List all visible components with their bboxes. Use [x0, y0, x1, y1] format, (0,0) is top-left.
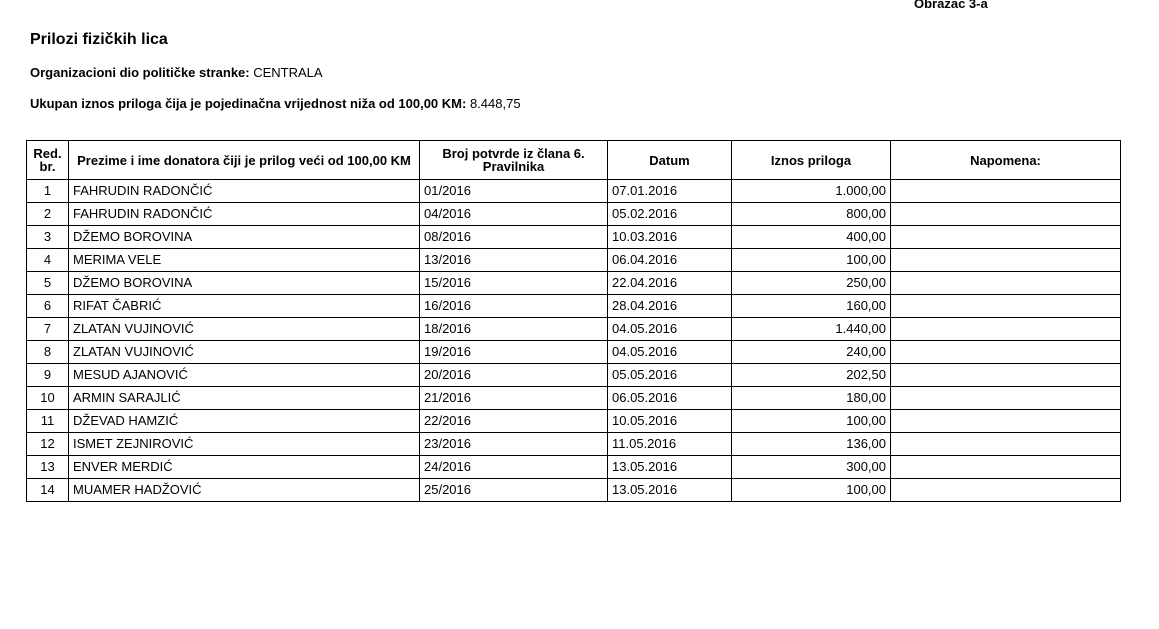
cell-confirmation-number: 01/2016: [420, 180, 608, 203]
cell-note: [891, 364, 1121, 387]
cell-donor-name: ZLATAN VUJINOVIĆ: [69, 318, 420, 341]
cell-date: 05.05.2016: [608, 364, 732, 387]
cell-date: 04.05.2016: [608, 318, 732, 341]
column-header-donor-name: Prezime i ime donatora čiji je prilog veći od 100,00 KM: [69, 141, 420, 180]
cell-confirmation-number: 19/2016: [420, 341, 608, 364]
cell-note: [891, 341, 1121, 364]
table-row: [27, 433, 1121, 456]
cell-note: [891, 226, 1121, 249]
table-row: [27, 410, 1121, 433]
cell-confirmation-number: 24/2016: [420, 456, 608, 479]
cell-donor-name: ISMET ZEJNIROVIĆ: [69, 433, 420, 456]
table-row: [27, 249, 1121, 272]
cell-number: 12: [27, 433, 69, 456]
cell-amount: 160,00: [732, 295, 891, 318]
cell-donor-name: RIFAT ČABRIĆ: [69, 295, 420, 318]
cell-number: 3: [27, 226, 69, 249]
cell-donor-name: MUAMER HADŽOVIĆ: [69, 479, 420, 502]
cell-amount: 100,00: [732, 410, 891, 433]
cell-amount: 1.000,00: [732, 180, 891, 203]
cell-confirmation-number: 13/2016: [420, 249, 608, 272]
table-header-row: [27, 141, 1121, 180]
table-row: [27, 387, 1121, 410]
cell-note: [891, 318, 1121, 341]
cell-confirmation-number: 22/2016: [420, 410, 608, 433]
cell-note: [891, 410, 1121, 433]
cell-number: 1: [27, 180, 69, 203]
cell-date: 05.02.2016: [608, 203, 732, 226]
cell-number: 13: [27, 456, 69, 479]
cell-number: 4: [27, 249, 69, 272]
cell-date: 06.05.2016: [608, 387, 732, 410]
cell-donor-name: MERIMA VELE: [69, 249, 420, 272]
column-header-date: Datum: [608, 141, 732, 180]
cell-note: [891, 479, 1121, 502]
table-row: [27, 479, 1121, 502]
cell-confirmation-number: 18/2016: [420, 318, 608, 341]
table-row: [27, 318, 1121, 341]
cell-date: 11.05.2016: [608, 433, 732, 456]
cell-confirmation-number: 23/2016: [420, 433, 608, 456]
organization-label: Organizacioni dio političke stranke:: [30, 65, 250, 80]
cell-amount: 300,00: [732, 456, 891, 479]
cell-confirmation-number: 08/2016: [420, 226, 608, 249]
table-row: [27, 226, 1121, 249]
cell-number: 9: [27, 364, 69, 387]
organization-line: [30, 65, 323, 80]
table-row: [27, 272, 1121, 295]
cell-amount: 180,00: [732, 387, 891, 410]
cell-donor-name: DŽEMO BOROVINA: [69, 226, 420, 249]
cell-date: 13.05.2016: [608, 479, 732, 502]
cell-confirmation-number: 16/2016: [420, 295, 608, 318]
cell-note: [891, 272, 1121, 295]
cell-donor-name: FAHRUDIN RADONČIĆ: [69, 180, 420, 203]
table-row: [27, 456, 1121, 479]
cell-note: [891, 456, 1121, 479]
table-body: [27, 180, 1121, 502]
small-donations-total-line: [30, 96, 521, 111]
cell-confirmation-number: 20/2016: [420, 364, 608, 387]
cell-number: 2: [27, 203, 69, 226]
cell-number: 14: [27, 479, 69, 502]
form-code: Obrazac 3-a: [914, 0, 988, 11]
cell-number: 7: [27, 318, 69, 341]
table-row: [27, 295, 1121, 318]
cell-date: 22.04.2016: [608, 272, 732, 295]
table-row: [27, 364, 1121, 387]
cell-amount: 100,00: [732, 249, 891, 272]
table-row: [27, 180, 1121, 203]
cell-confirmation-number: 25/2016: [420, 479, 608, 502]
cell-donor-name: DŽEMO BOROVINA: [69, 272, 420, 295]
cell-number: 5: [27, 272, 69, 295]
column-header-amount: Iznos priloga: [732, 141, 891, 180]
cell-number: 10: [27, 387, 69, 410]
cell-donor-name: ZLATAN VUJINOVIĆ: [69, 341, 420, 364]
cell-donor-name: ENVER MERDIĆ: [69, 456, 420, 479]
small-donations-total-value: 8.448,75: [469, 96, 521, 111]
cell-confirmation-number: 21/2016: [420, 387, 608, 410]
cell-note: [891, 433, 1121, 456]
cell-note: [891, 203, 1121, 226]
cell-amount: 202,50: [732, 364, 891, 387]
organization-value: CENTRALA: [253, 65, 323, 80]
cell-amount: 136,00: [732, 433, 891, 456]
cell-date: 13.05.2016: [608, 456, 732, 479]
cell-number: 11: [27, 410, 69, 433]
cell-number: 8: [27, 341, 69, 364]
page-title: Prilozi fizičkih lica: [30, 31, 168, 48]
cell-confirmation-number: 15/2016: [420, 272, 608, 295]
donations-table: [26, 140, 1121, 502]
cell-amount: 1.440,00: [732, 318, 891, 341]
cell-date: 04.05.2016: [608, 341, 732, 364]
cell-confirmation-number: 04/2016: [420, 203, 608, 226]
column-header-number: Red. br.: [27, 141, 69, 180]
cell-amount: 100,00: [732, 479, 891, 502]
column-header-note: Napomena:: [891, 141, 1121, 180]
cell-amount: 250,00: [732, 272, 891, 295]
cell-number: 6: [27, 295, 69, 318]
cell-amount: 800,00: [732, 203, 891, 226]
cell-note: [891, 295, 1121, 318]
column-header-confirmation-number: Broj potvrde iz člana 6. Pravilnika: [420, 141, 608, 180]
cell-date: 06.04.2016: [608, 249, 732, 272]
cell-date: 28.04.2016: [608, 295, 732, 318]
cell-note: [891, 180, 1121, 203]
cell-amount: 240,00: [732, 341, 891, 364]
cell-note: [891, 249, 1121, 272]
cell-date: 10.03.2016: [608, 226, 732, 249]
cell-donor-name: FAHRUDIN RADONČIĆ: [69, 203, 420, 226]
cell-donor-name: MESUD AJANOVIĆ: [69, 364, 420, 387]
table-row: [27, 203, 1121, 226]
cell-note: [891, 387, 1121, 410]
cell-date: 10.05.2016: [608, 410, 732, 433]
table-row: [27, 341, 1121, 364]
small-donations-total-label: Ukupan iznos priloga čija je pojedinačna vrijednost niža od 100,00 KM:: [30, 96, 467, 111]
cell-amount: 400,00: [732, 226, 891, 249]
cell-donor-name: ARMIN SARAJLIĆ: [69, 387, 420, 410]
cell-donor-name: DŽEVAD HAMZIĆ: [69, 410, 420, 433]
cell-date: 07.01.2016: [608, 180, 732, 203]
